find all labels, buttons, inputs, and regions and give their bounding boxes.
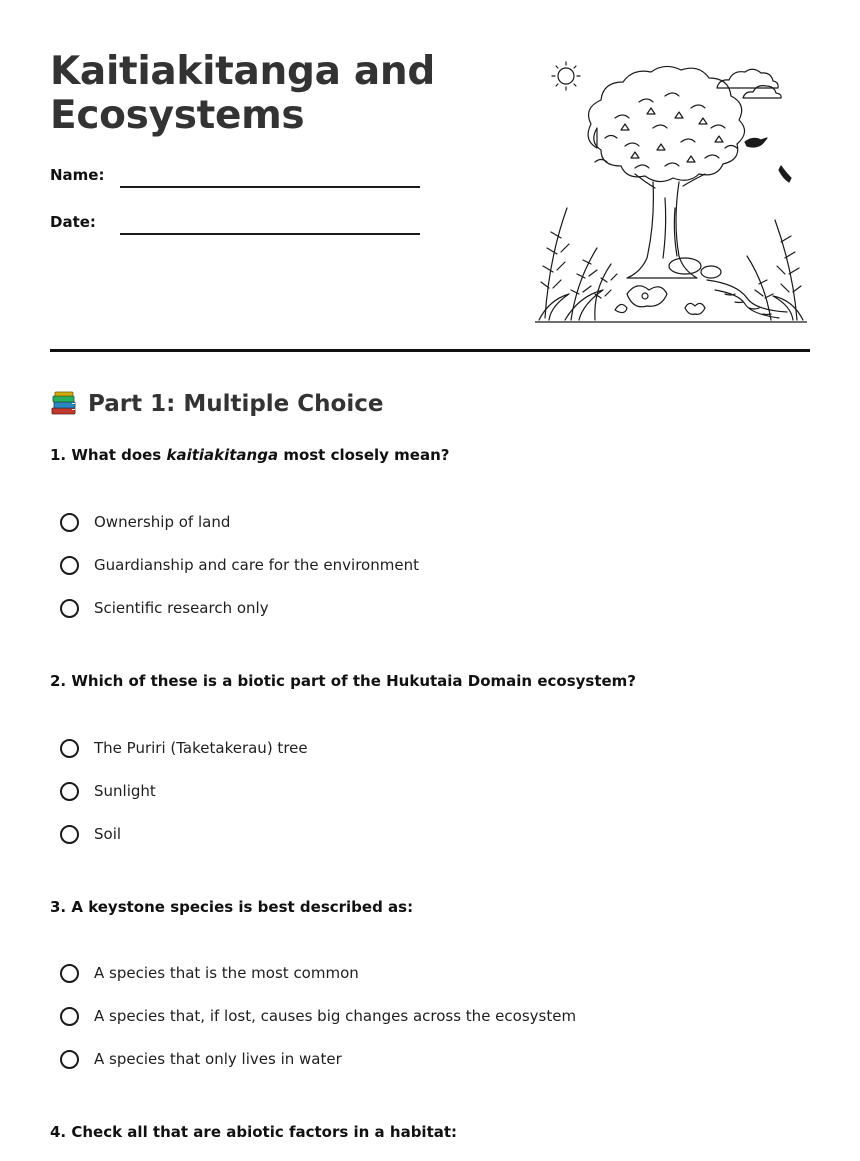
q2-option-2-radio[interactable]	[60, 782, 79, 801]
q2-option-1-label: The Puriri (Taketakerau) tree	[94, 739, 308, 757]
q2-option-2[interactable]	[60, 778, 156, 804]
q2-option-1-radio[interactable]	[60, 739, 79, 758]
books-icon	[50, 391, 78, 417]
sun-icon	[552, 62, 580, 90]
q1-option-3-radio[interactable]	[60, 599, 79, 618]
q3-option-3-label: A species that only lives in water	[94, 1050, 342, 1068]
q2-option-3[interactable]	[60, 821, 121, 847]
q1-option-2-radio[interactable]	[60, 556, 79, 575]
question-2: 2. Which of these is a biotic part of the Hukutaia Domain ecosystem?	[50, 672, 637, 690]
q3-option-2[interactable]	[60, 1003, 576, 1029]
q3-option-3-radio[interactable]	[60, 1050, 79, 1069]
q3-option-1[interactable]	[60, 960, 359, 986]
q1-option-2-label: Guardianship and care for the environment	[94, 556, 419, 574]
tree-trunk	[627, 174, 705, 278]
q3-option-1-radio[interactable]	[60, 964, 79, 983]
q3-option-3[interactable]	[60, 1046, 342, 1072]
tree-canopy	[588, 66, 744, 181]
bird-icon	[745, 138, 791, 182]
q2-option-1[interactable]	[60, 735, 308, 761]
question-3: 3. A keystone species is best described as:	[50, 898, 414, 916]
question-1	[50, 445, 449, 465]
q2-option-3-label: Soil	[94, 825, 122, 843]
q1-option-1-label: Ownership of land	[94, 513, 231, 531]
tree-forest-illustration-icon	[535, 58, 807, 324]
fern-plants	[539, 208, 617, 320]
q1-option-3-label: Scientific research only	[94, 599, 269, 617]
part1-heading	[50, 389, 383, 419]
section-divider	[50, 349, 810, 352]
q1-option-2[interactable]	[60, 552, 419, 578]
cloud-icon	[717, 69, 781, 98]
q2-option-2-label: Sunlight	[94, 782, 156, 800]
date-field[interactable]	[120, 233, 420, 235]
flower-icon	[535, 286, 807, 322]
question-4: 4. Check all that are abiotic factors in a habitat:	[50, 1123, 458, 1141]
name-field[interactable]	[120, 186, 420, 188]
page-title: Kaitiakitanga and Ecosystems	[50, 49, 435, 138]
question-1-text: 1. What does	[50, 446, 167, 464]
q1-option-1-radio[interactable]	[60, 513, 79, 532]
q1-option-3[interactable]	[60, 595, 269, 621]
q1-option-1[interactable]	[60, 509, 230, 535]
question-1-emphasis: kaitiakitanga	[166, 446, 279, 464]
q3-option-2-label: A species that, if lost, causes big changes across the ecosystem	[94, 1007, 577, 1025]
name-label: Name:	[50, 166, 105, 184]
part1-title: Part 1: Multiple Choice	[88, 391, 384, 417]
q3-option-1-label: A species that is the most common	[94, 964, 359, 982]
date-label: Date:	[50, 213, 96, 231]
question-1-suffix: most closely mean?	[278, 446, 450, 464]
q3-option-2-radio[interactable]	[60, 1007, 79, 1026]
q2-option-3-radio[interactable]	[60, 825, 79, 844]
